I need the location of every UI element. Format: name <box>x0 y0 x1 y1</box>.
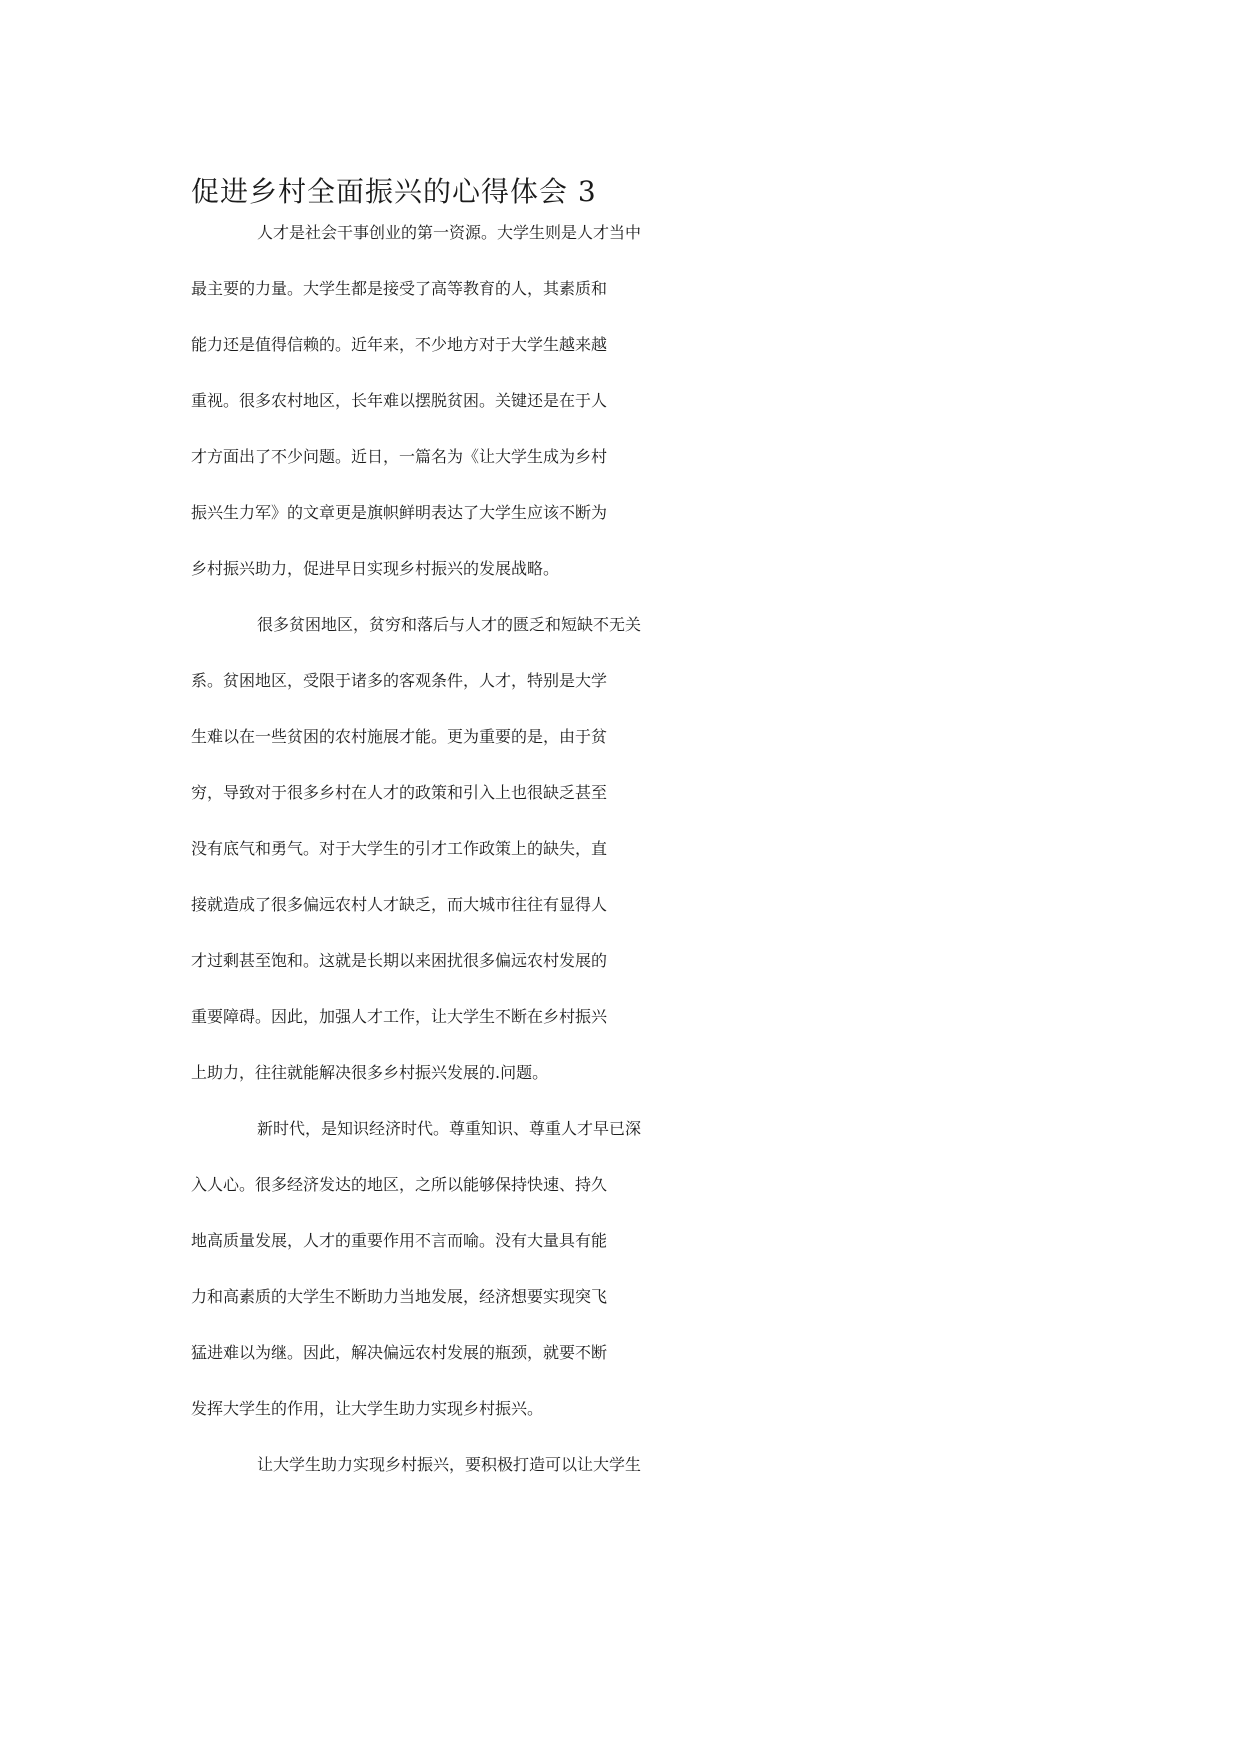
paragraph-line: 力和高素质的大学生不断助力当地发展，经济想要实现突飞 <box>191 1287 608 1306</box>
paragraph-line: 能力还是值得信赖的。近年来，不少地方对于大学生越来越 <box>191 335 608 354</box>
paragraph-line: 接就造成了很多偏远农村人才缺乏，而大城市往往有显得人 <box>191 895 608 914</box>
paragraph-line: 系。贫困地区，受限于诸多的客观条件，人才，特别是大学 <box>191 671 608 690</box>
paragraph-line: 发挥大学生的作用，让大学生助力实现乡村振兴。 <box>191 1399 544 1418</box>
paragraph-line: 振兴生力军》的文章更是旗帜鲜明表达了大学生应该不断为 <box>191 503 608 522</box>
paragraph <box>191 1116 1051 1452</box>
paragraph-line: 乡村振兴助力，促进早日实现乡村振兴的发展战略。 <box>191 559 560 578</box>
paragraph-line: 人才是社会干事创业的第一资源。大学生则是人才当中 <box>257 223 642 242</box>
paragraph-line: 让大学生助力实现乡村振兴，要积极打造可以让大学生 <box>257 1455 642 1474</box>
paragraph-line: 很多贫困地区，贫穷和落后与人才的匮乏和短缺不无关 <box>257 615 642 634</box>
paragraph <box>191 1452 1051 1508</box>
paragraph-line: 入人心。很多经济发达的地区，之所以能够保持快速、持久 <box>191 1175 608 1194</box>
paragraph-line: 重视。很多农村地区，长年难以摆脱贫困。关键还是在于人 <box>191 391 608 410</box>
paragraph-line: 才方面出了不少问题。近日，一篇名为《让大学生成为乡村 <box>191 447 608 466</box>
paragraph-line: 生难以在一些贫困的农村施展才能。更为重要的是，由于贫 <box>191 727 608 746</box>
document-title: 促进乡村全面振兴的心得体会 3 <box>191 175 597 208</box>
paragraph-line: 地高质量发展，人才的重要作用不言而喻。没有大量具有能 <box>191 1231 608 1250</box>
paragraph-line: 穷，导致对于很多乡村在人才的政策和引入上也很缺乏甚至 <box>191 783 608 802</box>
paragraph-line: 猛进难以为继。因此，解决偏远农村发展的瓶颈，就要不断 <box>191 1343 608 1362</box>
paragraph <box>191 612 1051 1116</box>
paragraph-line: 重要障碍。因此，加强人才工作，让大学生不断在乡村振兴 <box>191 1007 608 1026</box>
paragraph-line: 最主要的力量。大学生都是接受了高等教育的人，其素质和 <box>191 279 608 298</box>
paragraph-line: 才过剩甚至饱和。这就是长期以来困扰很多偏远农村发展的 <box>191 951 608 970</box>
paragraph <box>191 220 1051 612</box>
document-body <box>191 164 1051 1508</box>
paragraph-line: 没有底气和勇气。对于大学生的引才工作政策上的缺失，直 <box>191 839 608 858</box>
paragraph-line: 新时代，是知识经济时代。尊重知识、尊重人才早已深 <box>257 1119 642 1138</box>
paragraph-line: 上助力，往往就能解决很多乡村振兴发展的.问题。 <box>191 1063 549 1082</box>
